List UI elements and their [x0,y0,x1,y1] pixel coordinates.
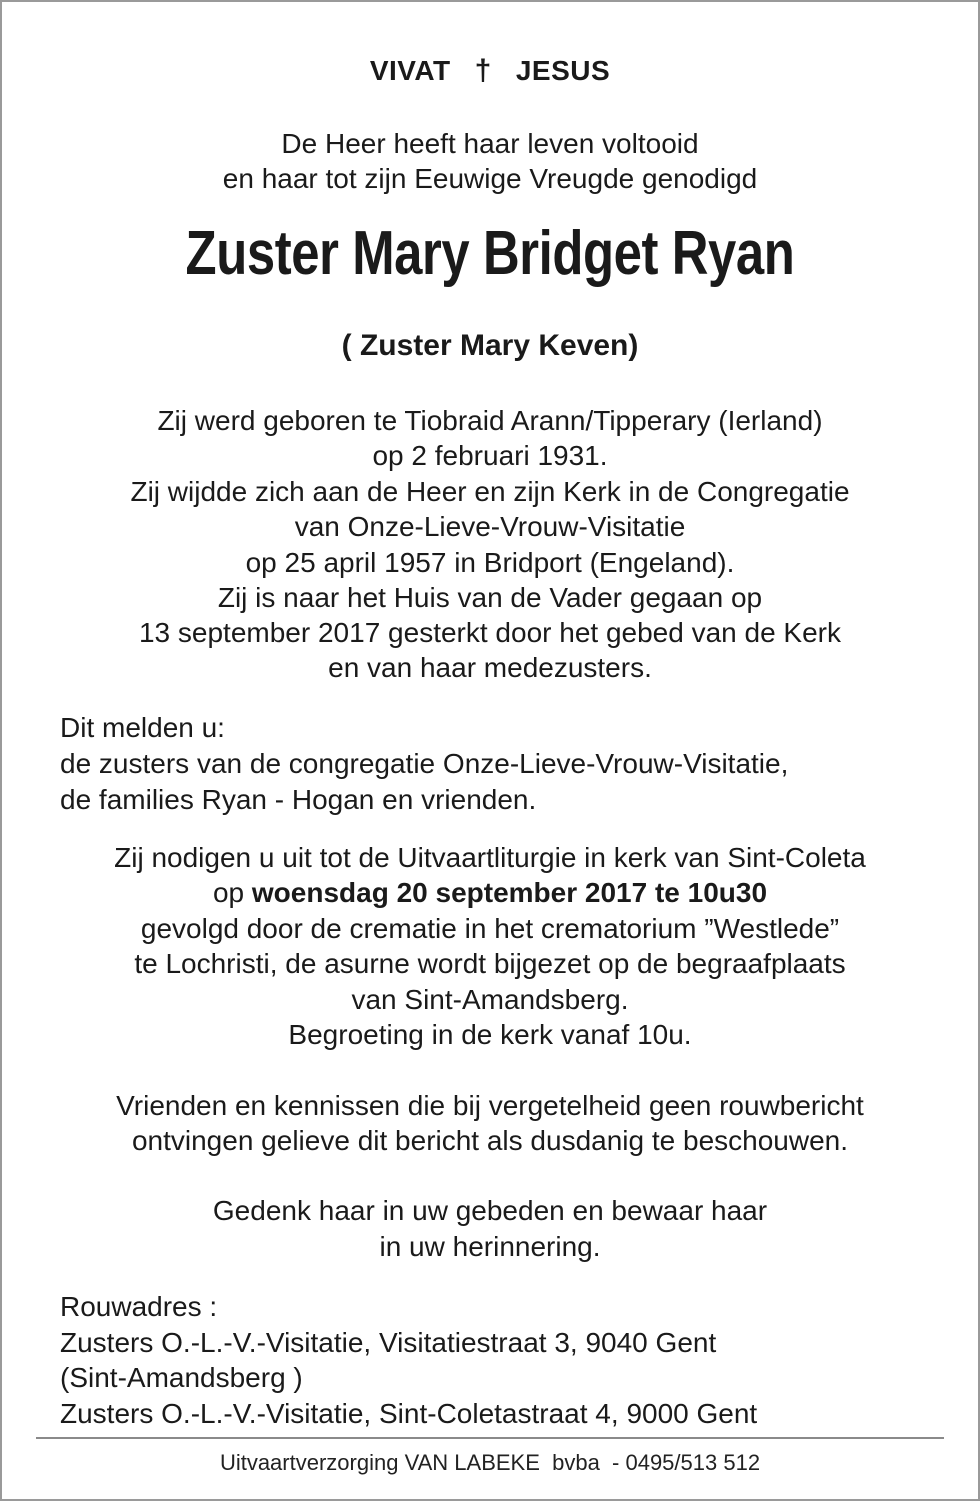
bio-line: van Onze-Lieve-Vrouw-Visitatie [294,511,686,542]
footer-text: Uitvaartverzorging VAN LABEKE bvba - 0495/513 512 [219,1450,761,1475]
address-label: Rouwadres : [60,1291,218,1322]
cross-icon: † [474,54,492,87]
header-vivat-jesus [2,54,978,88]
bio-line: Zij werd geboren te Tiobraid Arann/Tipperary (Ierland) [157,405,823,436]
bio-line: 13 september 2017 gesterkt door het gebed van de Kerk [138,617,842,648]
funeral-date-line [2,876,978,910]
footer-undertaker [2,1446,978,1480]
bio-line: op 25 april 1957 in Bridport (Engeland). [245,547,735,578]
jesus-text: JESUS [515,55,611,86]
address-line: Zusters O.-L.-V.-Visitatie, Visitatiestraat 3, 9040 Gent [60,1327,717,1358]
remembrance-line: in uw herinnering. [379,1231,601,1262]
bio-line: op 2 februari 1931. [372,440,608,471]
vivat-text: VIVAT [369,55,451,86]
funeral-line: van Sint-Amandsberg. [351,984,629,1015]
address-line: (Sint-Amandsberg ) [60,1362,303,1393]
funeral-line: te Lochristi, de asurne wordt bijgezet op de begraafplaats [134,948,846,979]
deceased-name: Zuster Mary Bridget Ryan [185,219,795,288]
remembrance-line: Gedenk haar in uw gebeden en bewaar haar [212,1195,768,1226]
notice-line: Vrienden en kennissen die bij vergetelheid geen rouwbericht [116,1090,864,1121]
funeral-line: Zij nodigen u uit tot de Uitvaartliturgie in kerk van Sint-Coleta [114,842,866,873]
religious-name: ( Zuster Mary Keven) [341,329,639,362]
notice-line: ontvingen gelieve dit bericht als dusdanig te beschouwen. [131,1125,849,1156]
announcers-line: de zusters van de congregatie Onze-Lieve-Vrouw-Visitatie, [60,748,789,779]
bio-line: Zij is naar het Huis van de Vader gegaan op [217,582,763,613]
bio-line: en van haar medezusters. [328,652,652,683]
announcers-line: de families Ryan - Hogan en vrienden. [60,784,537,815]
intro-line-1: De Heer heeft haar leven voltooid [281,128,699,159]
address-line: Zusters O.-L.-V.-Visitatie, Sint-Coletastraat 4, 9000 Gent [60,1398,758,1429]
footer-divider [36,1437,944,1439]
intro-line-2: en haar tot zijn Eeuwige Vreugde genodigd [222,163,758,194]
funeral-date: woensdag 20 september 2017 te 10u30 [251,877,768,908]
funeral-date-prefix: op [212,877,252,908]
announcers-line: Dit melden u: [60,712,225,743]
funeral-line: gevolgd door de crematie in het crematorium ”Westlede” [140,913,840,944]
bio-line: Zij wijdde zich aan de Heer en zijn Kerk in de Congregatie [130,476,850,507]
funeral-line: Begroeting in de kerk vanaf 10u. [288,1019,692,1050]
